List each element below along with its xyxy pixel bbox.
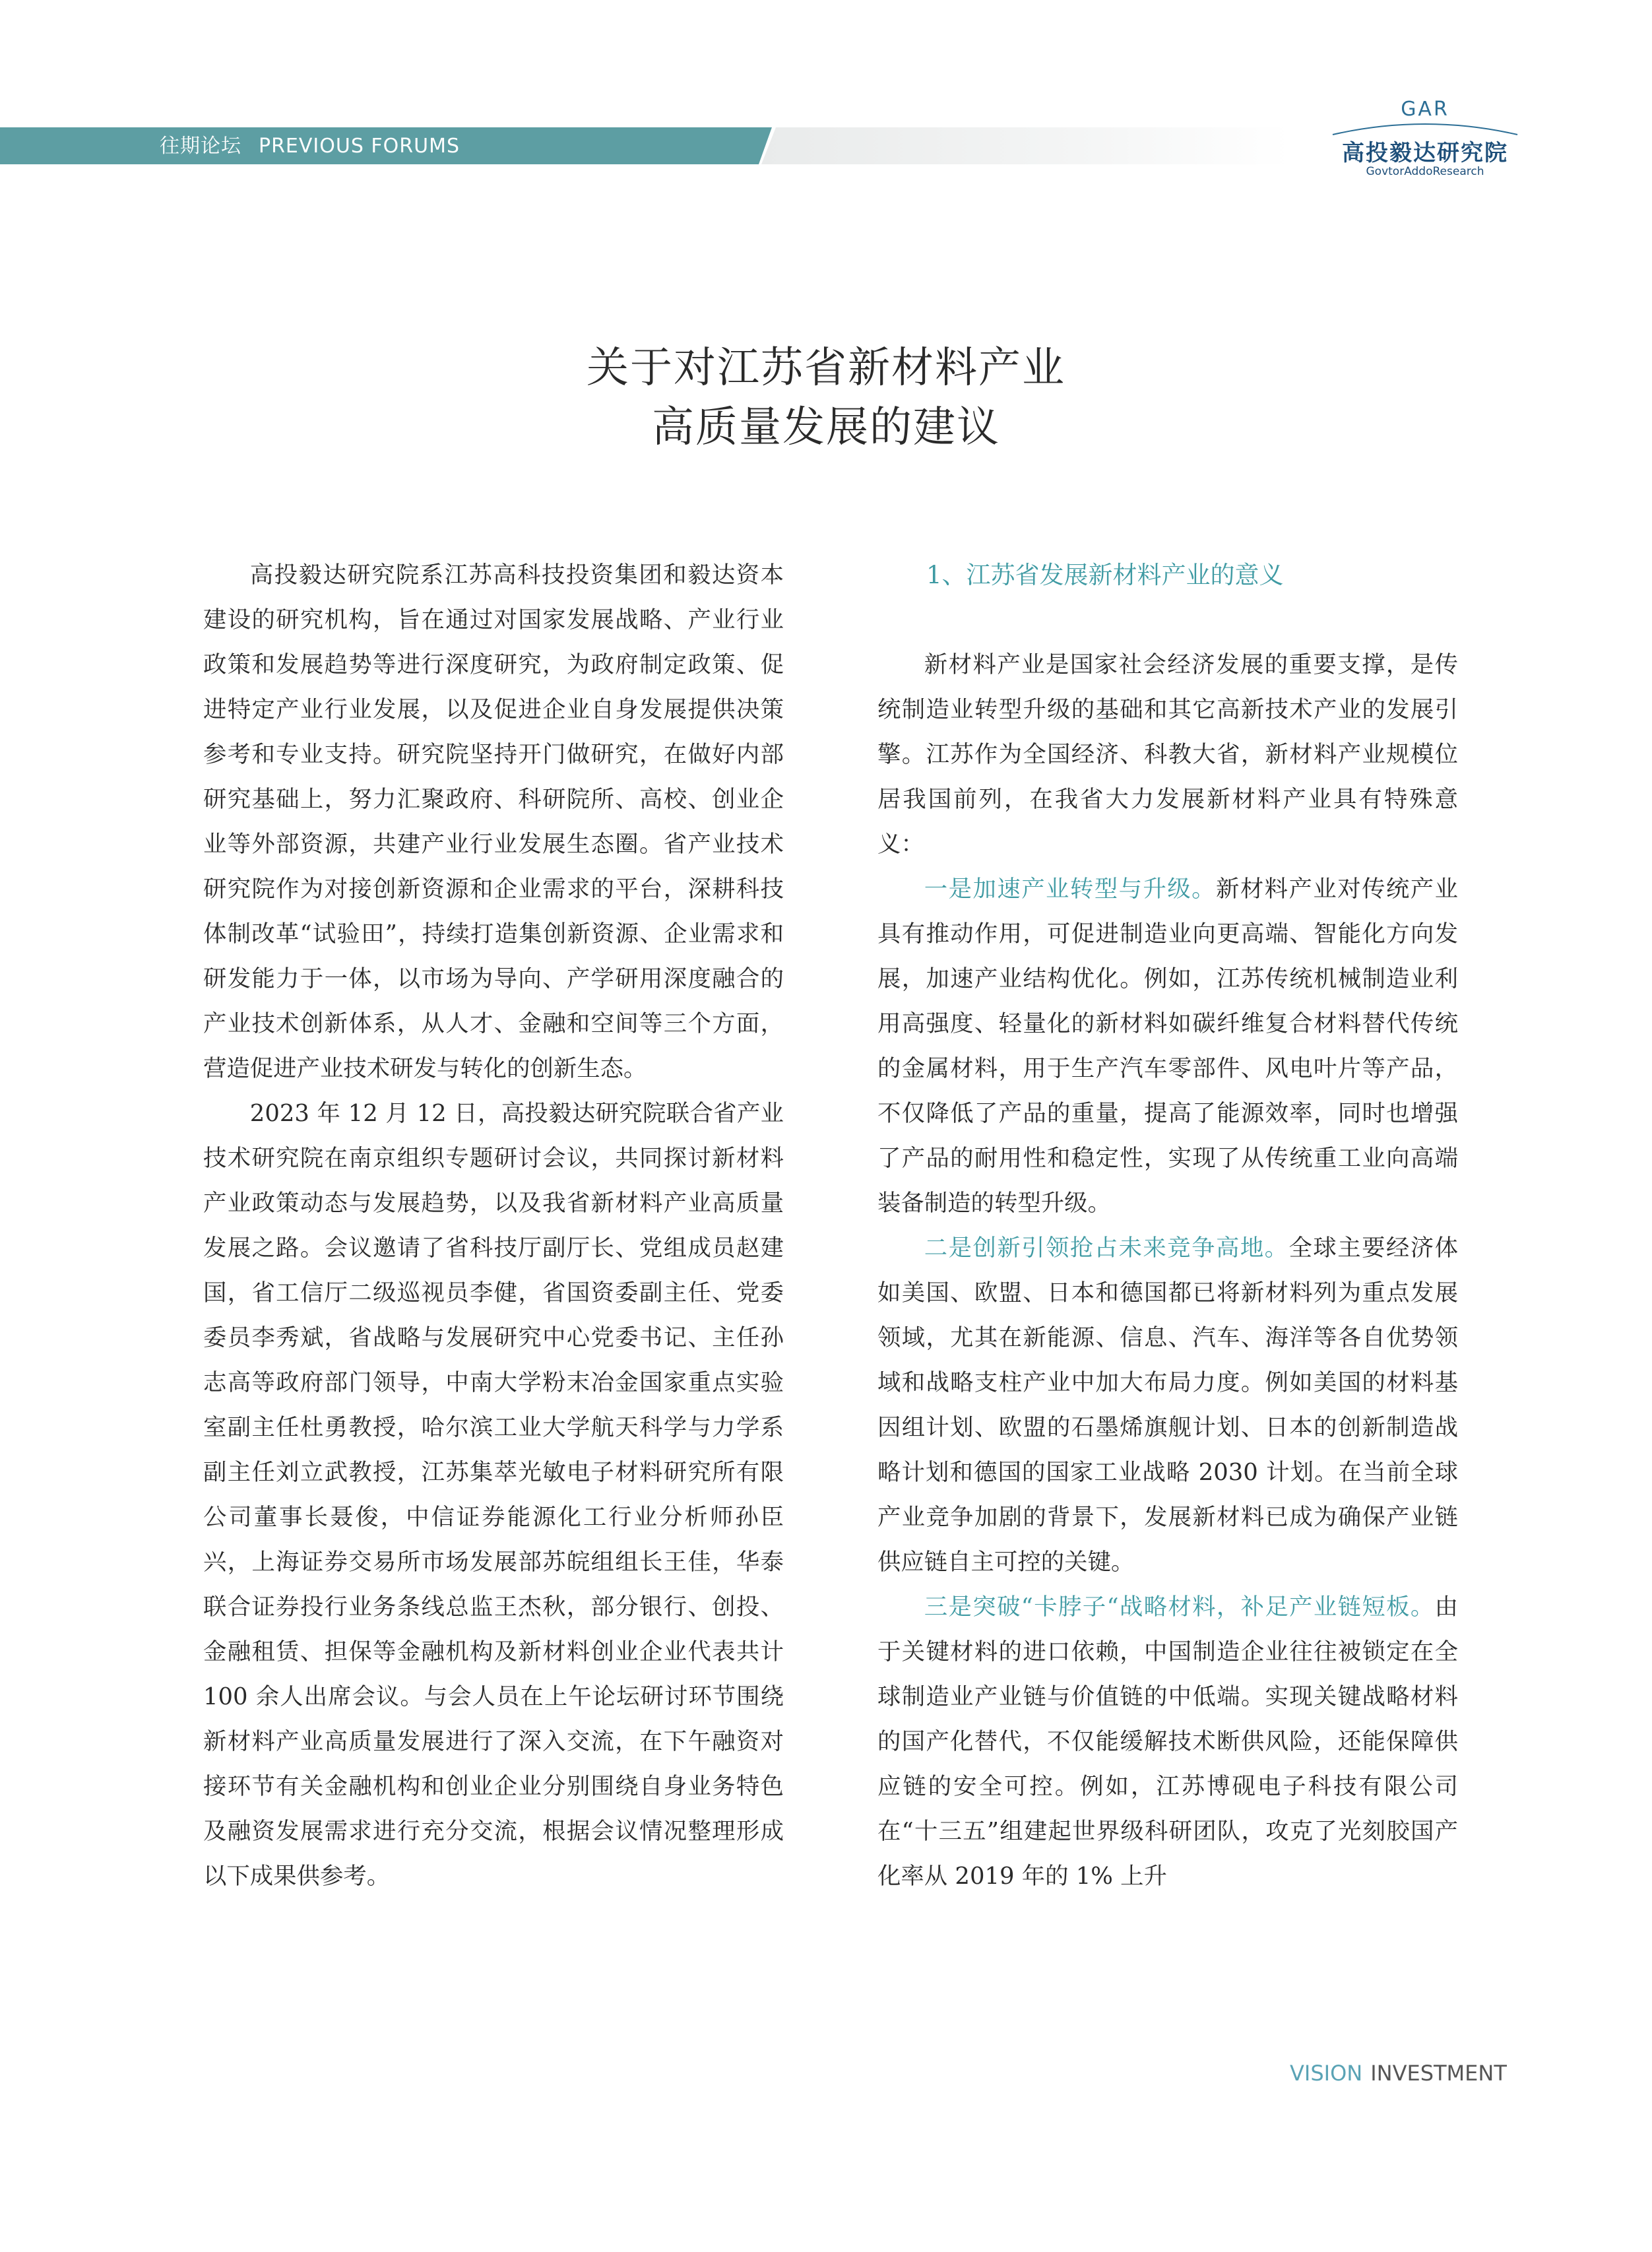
article-title-line2: 高质量发展的建议 — [652, 403, 1000, 452]
footer-vision: VISION — [1290, 2061, 1363, 2086]
footer-investment: INVESTMENT — [1370, 2061, 1507, 2086]
footer-brand — [1290, 2059, 1507, 2088]
logo-abbr: GAR — [1401, 98, 1449, 121]
logo-en-name: GovtorAddoResearch — [1366, 165, 1484, 178]
point-1-lead: 一是加速产业转型与升级。 — [924, 876, 1216, 903]
logo-cn-name: 高投毅达研究院 — [1342, 140, 1508, 166]
left-paragraph-2: 2023 年 12 月 12 日，高投毅达研究院联合省产业技术研究院在南京组织专题研讨会议，共同探讨新材料产业政策动态与发展趋势，以及我省新材料产业高质量发展之路。会议邀请了省科技厅副厅长、党组成员赵建国，省工信厅二级巡视员李健，省国资委副主任、党委委员李秀斌，省战略与发展研究中心党委书记、主任孙志高等政府部门领导，中南大学粉末冶金国家重点实验室副主任杜勇教授，哈尔滨工业大学航天科学与力学系副主任刘立武教授，江苏集萃光敏电子材料研究所有限公司董事长聂俊，中信证券能源化工行业分析师孙臣兴，上海证券交易所市场发展部苏皖组组长王佳，华泰联合证券投行业务条线总监王杰秋，部分银行、创投、金融租赁、担保等金融机构及新材料创业企业代表共计 100 余人出席会议。与会人员在上午论坛研讨环节围绕新材料产业高质量发展进行了深入交流，在下午融资对接环节有关金融机构和创业企业分别围绕自身业务特色及融资发展需求进行充分交流，根据会议情况整理形成以下成果供参考。 — [203, 1100, 784, 1890]
point-2-body: 全球主要经济体如美国、欧盟、日本和德国都已将新材料列为重点发展领域，尤其在新能源、信息、汽车、海洋等各自优势领域和战略支柱产业中加大布局力度。例如美国的材料基因组计划、欧盟的石墨烯旗舰计划、日本的创新制造战略计划和德国的国家工业战略 2030 计划。在当前全球产业竞争加剧的背景下，发展新材料已成为确保产业链供应链自主可控的关键。 — [877, 1235, 1459, 1576]
section-label — [160, 132, 460, 161]
point-3-body: 由于关键材料的进口依赖，中国制造企业往往被锁定在全球制造业产业链与价值链的中低端。实现关键战略材料的国产化替代，不仅能缓解技术断供风险，还能保障供应链的安全可控。例如，江苏博砚电子科技有限公司在“十三五”组建起世界级科研团队，攻克了光刻胶国产化率从 2019 年的 1% 上升 — [877, 1593, 1458, 1890]
section-label-cn: 往期论坛 — [160, 135, 241, 158]
point-2-lead: 二是创新引领抢占未来竞争高地。 — [924, 1235, 1289, 1262]
point-1-body: 新材料产业对传统产业具有推动作用，可促进制造业向更高端、智能化方向发展，加速产业结构优化。例如，江苏传统机械制造业利用高强度、轻量化的新材料如碳纤维复合材料替代传统的金属材料，用于生产汽车零部件、风电叶片等产品，不仅降低了产品的重量，提高了能源效率，同时也增强了产品的耐用性和稳定性，实现了从传统重工业向高端装备制造的转型升级。 — [877, 876, 1459, 1217]
gar-logo — [1313, 98, 1537, 185]
section-heading: 1、江苏省发展新材料产业的意义 — [926, 561, 1284, 589]
right-paragraph-4 — [877, 1585, 1458, 1899]
left-column — [203, 553, 784, 1899]
right-paragraph-3 — [877, 1226, 1458, 1585]
right-paragraph-2 — [877, 867, 1458, 1226]
header-gray-band — [761, 127, 1289, 164]
article-title-line1: 关于对江苏省新材料产业 — [587, 344, 1065, 393]
right-paragraph-1: 新材料产业是国家社会经济发展的重要支撑，是传统制造业转型升级的基础和其它高新技术产业的发展引擎。江苏作为全国经济、科教大省，新材料产业规模位居我国前列，在我省大力发展新材料产业具有特殊意义： — [877, 651, 1458, 858]
right-column — [877, 553, 1458, 1899]
point-3-lead: 三是突破“卡脖子“战略材料，补足产业链短板。 — [924, 1593, 1435, 1621]
section-label-en: PREVIOUS FORUMS — [259, 135, 461, 158]
left-paragraph-1: 高投毅达研究院系江苏高科技投资集团和毅达资本建设的研究机构，旨在通过对国家发展战略、产业行业政策和发展趋势等进行深度研究，为政府制定政策、促进特定产业行业发展，以及促进企业自身发展提供决策参考和专业支持。研究院坚持开门做研究，在做好内部研究基础上，努力汇聚政府、科研院所、高校、创业企业等外部资源，共建产业行业发展生态圈。省产业技术研究院作为对接创新资源和企业需求的平台，深耕科技体制改革“试验田”，持续打造集创新资源、企业需求和研发能力于一体，以市场为导向、产学研用深度融合的产业技术创新体系，从人才、金融和空间等三个方面，营造促进产业技术研发与转化的创新生态。 — [203, 562, 784, 1082]
